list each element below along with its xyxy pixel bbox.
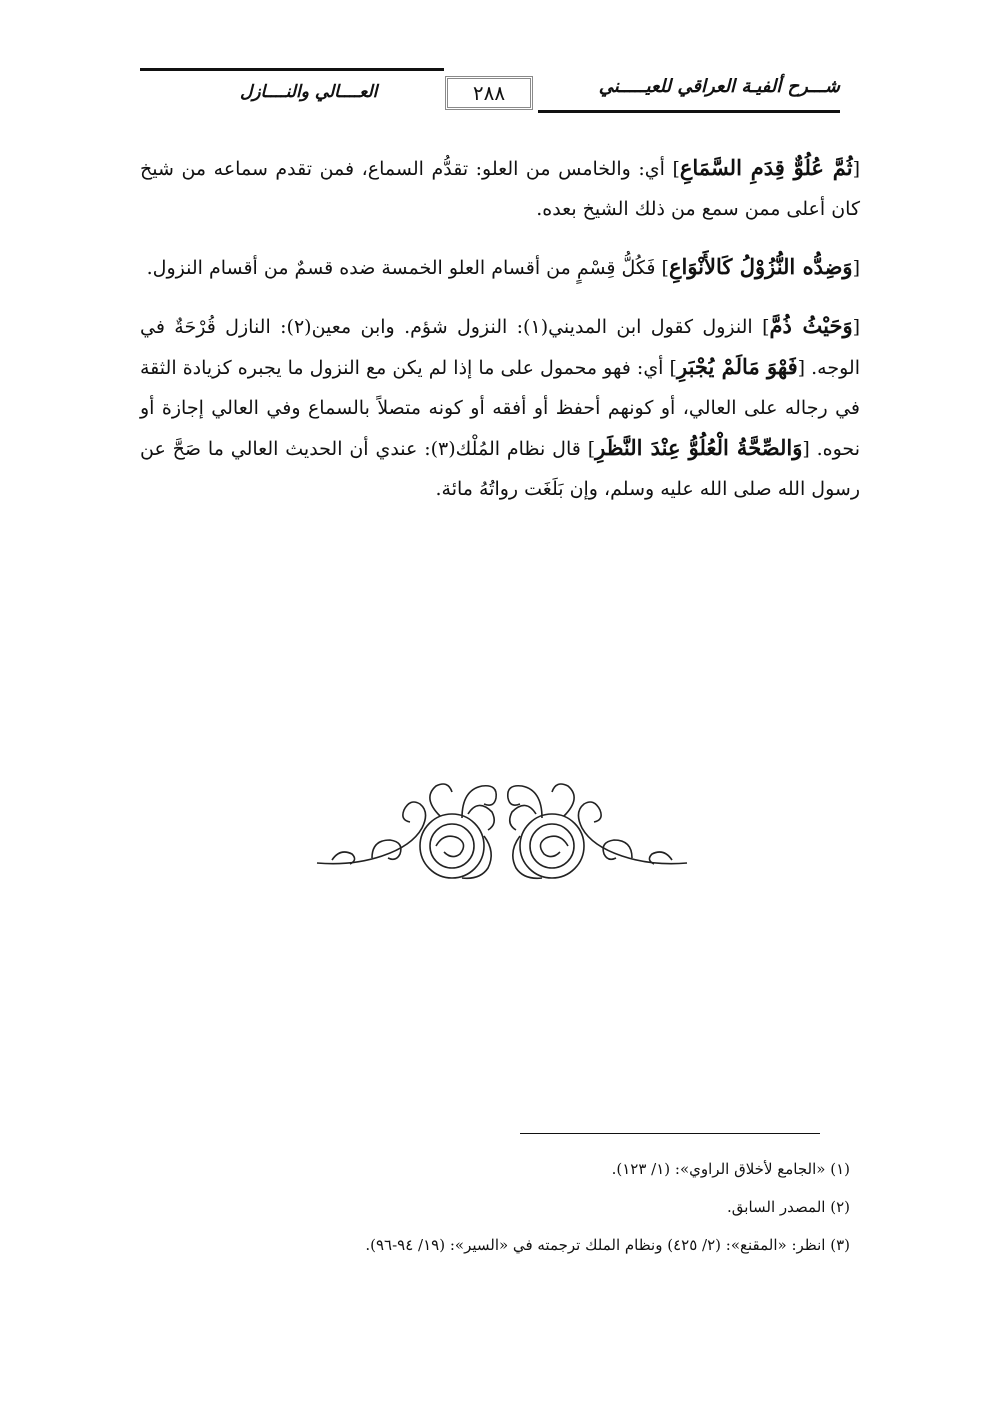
- main-text: [140, 148, 860, 527]
- footnote-2: (٢) المصدر السابق.: [727, 1198, 850, 1216]
- verse-text: وَالصِّحَّةُ الْعُلُوُّ عِنْدَ النَّظَرِ: [595, 435, 803, 460]
- commentary-text: ] أي: والخامس من العلو: تقدُّم السماع، فمن تقدم سماعه من شيخ كان أعلى ممن سمع من ذلك الشيخ بعده.: [140, 158, 860, 220]
- commentary-text: ] فَكُلُّ قِسْمٍ من أقسام العلو الخمسة ضده قسمٌ من أقسام النزول.: [146, 257, 669, 279]
- book-title: شـــرح ألفيـة العراقي للعيـــــني: [598, 76, 840, 97]
- floral-ornament-icon: [312, 768, 692, 886]
- paragraph-2: [وَضِدُّه النُّزُوْلُ كَالأَنْوَاعِ] فَكُلُّ قِسْمٍ من أقسام العلو الخمسة ضده قسمٌ من أقسام النزول.: [146, 254, 860, 279]
- verse-text: ثُمَّ عُلُوٌّ قِدَمِ السَّمَاعِ: [679, 155, 853, 180]
- paragraph-3: [وَحَيْثُ ذُمَّ] النزول كقول ابن المديني(١): النزول شؤم. وابن معين(٢): النازل قُرْحَةٌ في الوجه. [فَهْوَ مَالَمْ يُجْبَرِ] أي: فهو محمول على ما إذا لم يكن مع النزول ما يجبره كزيادة الثقة في رجاله على العالي، أو كونهم أحفظ أو أفقه أو كونه متصلاً بالسماع وفي العالي إجازة أو نحوه. [وَالصِّحَّةُ الْعُلُوُّ عِنْدَ النَّظَرِ] قال نظام المُلْك(٣): عندي أن الحديث العالي ما صَحَّ عن رسول الله صلى الله عليه وسلم، وإن بَلَغَت رواتُهُ مائة.: [140, 313, 861, 500]
- footnote-3: (٣) انظر: «المقنع»: (٢/ ٤٢٥) ونظام الملك ترجمته في «السير»: (١٩/ ٩٤-٩٦).: [365, 1236, 850, 1254]
- verse-text: وَضِدُّه النُّزُوْلُ كَالأَنْوَاعِ: [668, 254, 853, 279]
- commentary-text: ] النزول كقول ابن المديني(١): النزول شؤم. وابن معين(٢): النازل قُرْحَةٌ في الوجه. [: [140, 316, 861, 379]
- page-header: [140, 68, 840, 118]
- paragraph-1: [ثُمَّ عُلُوٌّ قِدَمِ السَّمَاعِ] أي: والخامس من العلو: تقدُّم السماع، فمن تقدم سماعه من شيخ كان أعلى ممن سمع من ذلك الشيخ بعده.: [140, 155, 860, 220]
- header-rule-bottom: [538, 110, 840, 113]
- footnote-1: (١) «الجامع لأخلاق الراوي»: (١/ ١٢٣).: [611, 1160, 850, 1178]
- chapter-title: العــــالي والنــــازل: [240, 82, 378, 102]
- footnote-separator: [520, 1133, 820, 1134]
- verse-text: فَهْوَ مَالَمْ يُجْبَرِ: [676, 354, 798, 379]
- page-number: ٢٨٨: [445, 76, 533, 110]
- commentary-text: ] أي: فهو محمول على ما إذا لم يكن مع النزول ما يجبره كزيادة الثقة في رجاله على العالي، أو كونهم أحفظ أو أفقه أو كونه متصلاً بالسماع وفي العالي إجازة أو نحوه. [: [140, 357, 860, 460]
- header-rule-top: [140, 68, 444, 71]
- footnotes: [140, 1150, 850, 1264]
- commentary-text: ] قال نظام المُلْك(٣): عندي أن الحديث العالي ما صَحَّ عن رسول الله صلى الله عليه وسلم، وإن بَلَغَت رواتُهُ مائة.: [140, 438, 860, 500]
- verse-text: وَحَيْثُ ذُمَّ: [769, 313, 853, 338]
